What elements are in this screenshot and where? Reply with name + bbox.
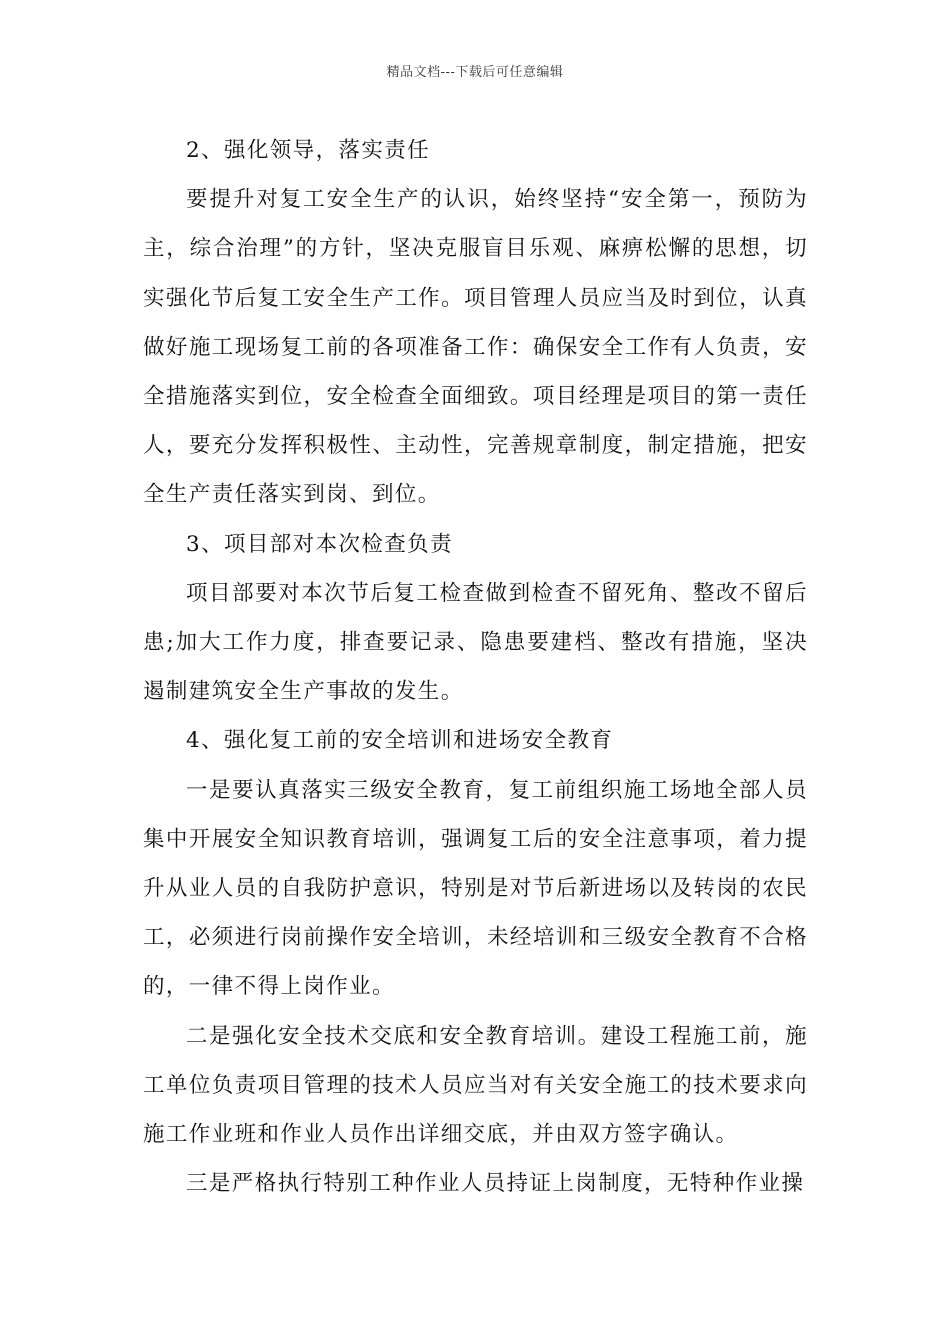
paragraph: 二是强化安全技术交底和安全教育培训。建设工程施工前，施工单位负责项目管理的技术人员应当对有关安全施工的技术要求向施工作业班和作业人员作出详细交底，并由双方签字确认。 bbox=[143, 1023, 808, 1148]
paragraph: 一是要认真落实三级安全教育，复工前组织施工场地全部人员集中开展安全知识教育培训，强调复工后的安全注意事项，着力提升从业人员的自我防护意识，特别是对节后新进场以及转岗的农民工，必须进行岗前操作安全培训，未经培训和三级安全教育不合格的，一律不得上岗作业。 bbox=[143, 777, 808, 1000]
section-heading-2: 2、强化领导，落实责任 bbox=[186, 138, 431, 163]
section-heading-4: 4、强化复工前的安全培训和进场安全教育 bbox=[186, 728, 614, 754]
paragraph: 三是严格执行特别工种作业人员持证上岗制度，无特种作业操 bbox=[186, 1171, 805, 1197]
section-heading-3: 3、项目部对本次检查负责 bbox=[186, 531, 453, 557]
paragraph: 要提升对复工安全生产的认识，始终坚持“安全第一，预防为主，综合治理”的方针，坚决克服盲目乐观、麻痹松懈的思想，切实强化节后复工安全生产工作。项目管理人员应当及时到位，认真做好施工现场复工前的各项准备工作：确保安全工作有人负责，安全措施落实到位，安全检查全面细致。项目经理是项目的第一责任人，要充分发挥积极性、主动性，完善规章制度，制定措施，把安全生产责任落实到岗、到位。 bbox=[143, 187, 808, 508]
document-body bbox=[143, 126, 808, 1208]
paragraph: 项目部要对本次节后复工检查做到检查不留死角、整改不留后患;加大工作力度，排查要记录、隐患要建档、整改有措施，坚决遏制建筑安全生产事故的发生。 bbox=[143, 580, 808, 705]
page-header: 精品文档---下载后可任意编辑 bbox=[386, 65, 564, 80]
